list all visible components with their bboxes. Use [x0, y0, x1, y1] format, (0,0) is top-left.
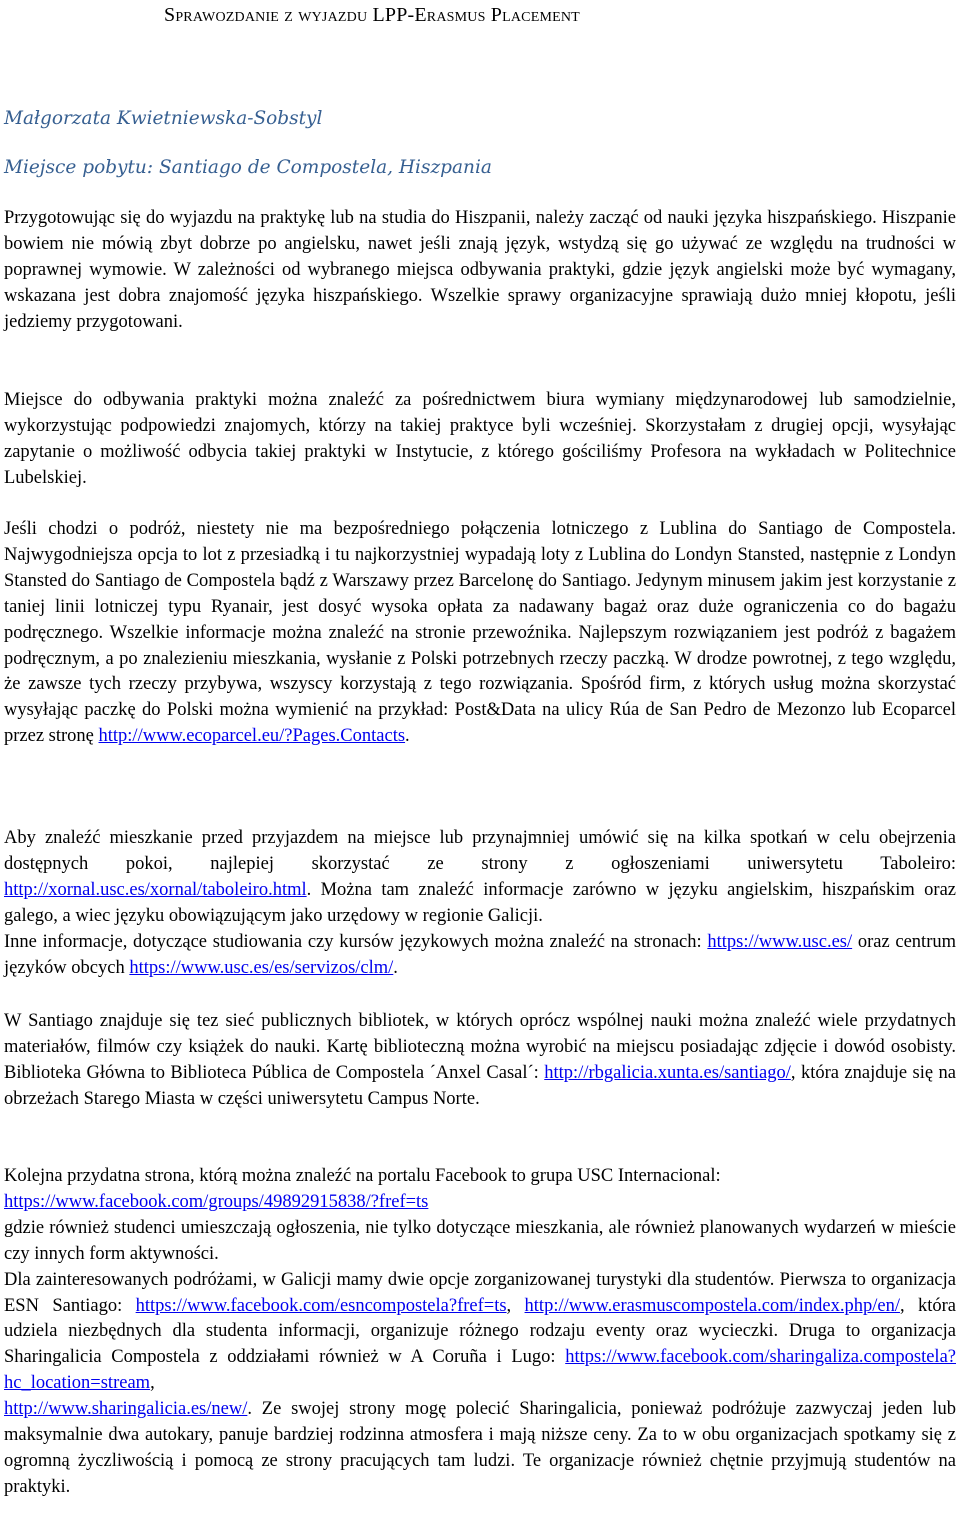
taboleiro-link[interactable]: http://xornal.usc.es/xornal/taboleiro.html: [4, 879, 307, 900]
facebook-group-text: Kolejna przydatna strona, którą można znaleźć na portalu Facebook to grupa USC Internacional:: [4, 1166, 721, 1186]
author-name: Małgorzata Kwietniewska-Sobstyl: [4, 108, 323, 129]
paragraph-accommodation: [4, 826, 956, 981]
trips-text: Dla zainteresowanych podróżami, w Galicji mamy dwie opcje zorganizowanej turystyki dla studentów. Pierwsza to organizacja ESN Santiago:: [4, 1269, 956, 1316]
group-description-text: gdzie również studenci umieszczają ogłoszenia, nie tylko dotyczące mieszkania, ale również planowanych wydarzeń w mieście czy innych form aktywności.: [4, 1217, 956, 1264]
paragraph-language-preparation: Przygotowując się do wyjazdu na praktykę lub na studia do Hiszpanii, należy zacząć od nauki języka hiszpańskiego. Hiszpanie bowiem nie mówią zbyt dobrze po angielsku, nawet jeśli znają język, wstydzą się go używać ze względu na trudności w poprawnej wymowie. W zależności od wybranego miejsca odbywania praktyki, gdzie język angielski może być wymagany, wskazana jest dobra znajomość języka hiszpańskiego. Wszelkie sprawy organizacyjne sprawiają dużo mniej kłopotu, jeśli jedziemy przygotowani.: [4, 208, 956, 332]
usc-internacional-facebook-link[interactable]: https://www.facebook.com/groups/49892915838/?fref=ts: [4, 1191, 429, 1212]
other-info-text: Inne informacje, dotyczące studiowania czy kursów językowych można znaleźć na stronach:: [4, 931, 708, 952]
document-title: Sprawozdanie z wyjazdu LPP-Erasmus Placement: [164, 4, 580, 26]
erasmuscompostela-link[interactable]: http://www.erasmuscompostela.com/index.php/en/: [524, 1295, 900, 1316]
ecoparcel-link[interactable]: http://www.ecoparcel.eu/?Pages.Contacts: [98, 726, 406, 747]
separator-text-2: ,: [150, 1373, 155, 1394]
paragraph-travel: [4, 517, 956, 750]
libraries-text: W Santiago znajduje się tez sieć publicznych bibliotek, w których oprócz wspólnej nauki można znaleźć wiele przydatnych materiałów, filmów czy książek do nauki. Kartę biblioteczną można wyrobić na miejscu posiadając zdjęcie i dowód osobisty. Biblioteka Główna to Biblioteca Pública de Compostela ´Anxel Casal´:: [4, 1011, 956, 1083]
language-center-text: oraz centrum języków obcych: [4, 931, 956, 978]
paragraph-libraries: [4, 1009, 956, 1113]
sharingaliza-facebook-link[interactable]: https://www.facebook.com/sharingaliza.compostela?hc_location=stream: [4, 1347, 956, 1394]
separator-text: ,: [506, 1295, 525, 1316]
stay-location: Miejsce pobytu: Santiago de Compostela, Hiszpania: [4, 157, 492, 178]
usc-link[interactable]: https://www.usc.es/: [707, 931, 853, 952]
rbgalicia-link[interactable]: http://rbgalicia.xunta.es/santiago/: [544, 1062, 791, 1083]
libraries-text-2: , która znajduje się na obrzeżach Starego Miasta w części uniwersytetu Campus Norte.: [4, 1062, 957, 1109]
esn-facebook-link[interactable]: https://www.facebook.com/esncompostela?fref=ts: [135, 1295, 507, 1316]
usc-clm-link[interactable]: https://www.usc.es/es/servizos/clm/: [129, 957, 394, 978]
sharingalicia-link[interactable]: http://www.sharingalicia.es/new/: [4, 1399, 248, 1420]
paragraph-finding-internship: Miejsce do odbywania praktyki można znaleźć za pośrednictwem biura wymiany międzynarodowej lub samodzielnie, wykorzystując podpowiedzi znajomych, którzy na takiej praktyce byli wcześniej. Skorzystałam z drugiej opcji, wysyłając zapytanie o możliwość odbycia takiej praktyki w Instytucie, z którego gościliśmy Profesora na wykładach w Politechnice Lubelskiej.: [4, 390, 956, 488]
other-info-end: .: [393, 957, 398, 978]
travel-end: .: [405, 726, 410, 747]
recommendation-text: . Ze swojej strony mogę polecić Sharingalicia, ponieważ podróżuje zazwyczaj jeden lub maksymalnie dwa autokary, panuje bardziej rodzinna atmosfera i mają niższe ceny. Za to w obu organizacjach spotkamy się z ogromną życzliwością i pomocą ze strony pracujących tam ludzi. Te organizacje również chętnie przyjmują studentów na praktyki.: [4, 1399, 956, 1497]
sharingalicia-intro-text: , która udziela niezbędnych dla studenta informacji, organizuje różnego rodzaju eventy oraz wycieczki. Druga to organizacja Sharingalicia Compostela z oddziałami również w A Coruña i Lugo:: [4, 1295, 956, 1368]
accommodation-text: Aby znaleźć mieszkanie przed przyjazdem na miejsce lub przynajmniej umówić się na kilka spotkań w celu obejrzenia dostępnych pokoi, najlepiej skorzystać ze strony z ogłoszeniami uniwersytetu Taboleiro:: [4, 828, 956, 874]
travel-text: Jeśli chodzi o podróż, niestety nie ma bezpośredniego połączenia lotniczego z Lublina do Santiago de Compostela. Najwygodniejsza opcja to lot z przesiadką i tu najkorzystniej wypadają loty z Lublina do Londyn Stansted, następnie z Londyn Stansted do Santiago de Compostela bądź z Warszawy przez Barcelonę do Santiago. Jedynym minusem jakim jest korzystanie z taniej linii lotniczej typu Ryanair, jest dosyć wysoka opłata za nadawany bagaż oraz duże ograniczenia co do bagażu podręcznego. Wszelkie informacje można znaleźć na stronie przewoźnika. Najlepszym rozwiązaniem jest podróż z bagażem podręcznym, a po znalezieniu mieszkania, wysłanie z Polski potrzebnych rzeczy paczką. W drodze powrotnej, z tego względu, że zawsze tych rzeczy przybywa, wszyscy korzystają z tego rozwiązania. Spośród firm, z których usług można skorzystać wysyłając paczkę do Polski można wymienić na przykład: Post&Data na ulicy Rúa de San Pedro de Mezonzo lub Ecoparcel przez stronę: [4, 519, 956, 747]
paragraph-useful-sites: [4, 1164, 956, 1501]
accommodation-text-2: . Można tam znaleźć informacje zarówno w języku angielskim, hiszpańskim oraz galego, a wiec języku obowiązującym jako urzędowy w regionie Galicji.: [4, 879, 956, 926]
